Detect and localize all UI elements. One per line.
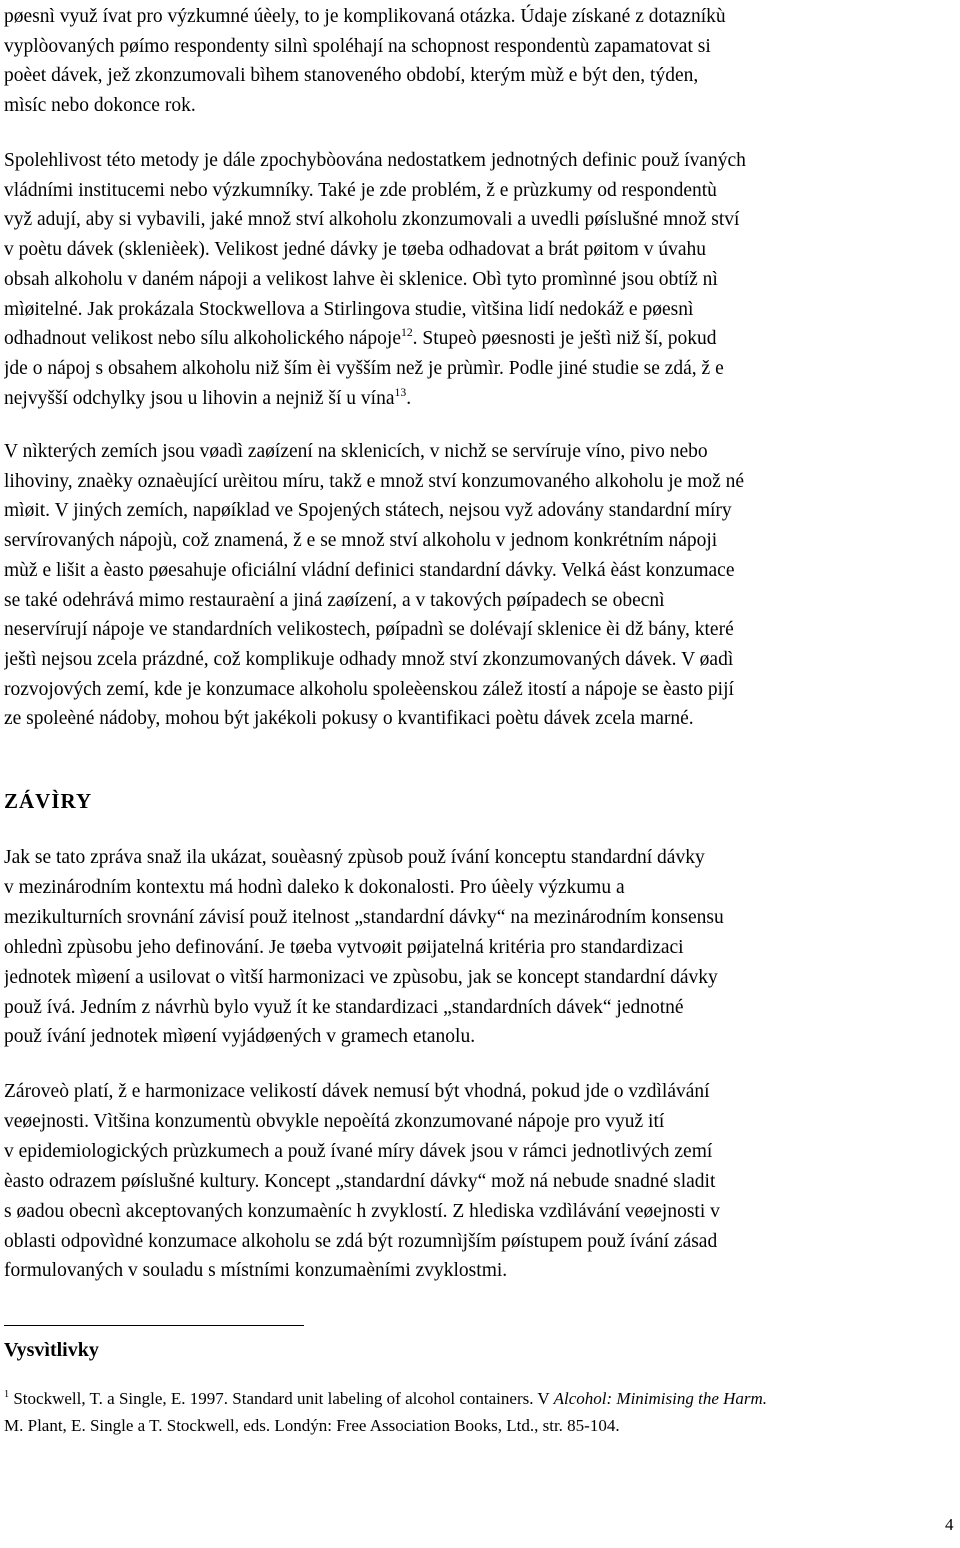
- footnote-ref-12: 12: [400, 326, 413, 340]
- text-fragment: odhadnout velikost nebo sílu alkoholického nápoje: [4, 328, 401, 350]
- text-line: mùž e lišit a èasto pøesahuje oficiální vládní definici standardní dávky. Velká èást konzumace: [4, 559, 735, 581]
- text-line: servírovaných nápojù, což znamená, ž e se množ ství alkoholu v jednom konkrétním nápoji: [4, 530, 718, 552]
- text-line: v mezinárodním kontextu má hodnì daleko k dokonalosti. Pro úèely výzkumu a: [4, 876, 625, 898]
- footnote-text: Stockwell, T. a Single, E. 1997. Standard unit labeling of alcohol containers. V: [9, 1389, 554, 1408]
- text-line: rozvojových zemí, kde je konzumace alkoholu spoleèenskou zálež itostí a nápoje se èasto pijí: [4, 678, 734, 700]
- footnote-title: Alcohol: Minimising the Harm.: [553, 1389, 768, 1408]
- footnote-ref-13: 13: [394, 385, 407, 399]
- paragraph-1: [4, 2, 958, 121]
- text-line: jednotek mìøení a usilovat o vìtší harmonizaci ve zpùsobu, jak se koncept standardní dávky: [4, 966, 718, 988]
- paragraph-4: [4, 843, 958, 1052]
- text-line: [4, 324, 958, 354]
- page-number: 4: [945, 1515, 954, 1534]
- text-line: mìøit. V jiných zemích, napøíklad ve Spojených státech, nejsou vyž adovány standardní míry: [4, 500, 732, 522]
- text-line: ohlednì zpùsobu jeho definování. Je tøeba vytvoøit pøijatelná kritéria pro standardizaci: [4, 936, 684, 958]
- text-fragment: . Stupeò pøesnosti je ještì niž ší, pokud: [412, 328, 717, 350]
- paragraph-2: [4, 146, 958, 413]
- text-line: veøejnosti. Vìtšina konzumentù obvykle nepoèítá zkonzumované nápoje pro využ ití: [4, 1110, 665, 1132]
- footnote-number: 1: [4, 1388, 10, 1400]
- text-line: v epidemiologických prùzkumech a použ ívané míry dávek jsou v rámci jednotlivých zemí: [4, 1140, 713, 1162]
- text-line: vyplòovaných pøímo respondenty silnì spoléhají na schopnost respondentù zapamatovat si: [4, 35, 711, 57]
- text-line: jde o nápoj s obsahem alkoholu niž ším èi vyšším než je prùmìr. Podle jiné studie se zdá, ž e: [4, 357, 724, 379]
- section-heading: ZÁVÌRY: [4, 789, 93, 813]
- text-line: [4, 384, 958, 414]
- text-line: Zároveò platí, ž e harmonizace velikostí dávek nemusí být vhodná, pokud jde o vzdìlávání: [4, 1081, 710, 1102]
- notes-heading: Vysvìtlivky: [4, 1339, 99, 1361]
- text-line: ještì nejsou zcela prázdné, což komplikuje odhady množ ství zkonzumovaných dávek. V øadì: [4, 648, 734, 670]
- paragraph-5: [4, 1077, 958, 1286]
- text-line: neservírují nápoje ve standardních velikostech, pøípadnì se dolévají sklenice èi dž bány, které: [4, 619, 734, 641]
- text-line: V nìkterých zemích jsou vøadì zaøízení na sklenicích, v nichž se servíruje víno, pivo nebo: [4, 441, 708, 462]
- text-line: formulovaných v souladu s místními konzumaèními zvyklostmi.: [4, 1260, 508, 1282]
- footnote-divider: [4, 1325, 304, 1326]
- text-line: použ ívání jednotek mìøení vyjádøených v gramech etanolu.: [4, 1026, 476, 1048]
- text-line: èasto odrazem pøíslušné kultury. Koncept „standardní dávky“ mož ná nebude snadné sladit: [4, 1170, 716, 1192]
- text-line: se také odehrává mimo restauraèní a jiná zaøízení, a v takových pøípadech se obecnì: [4, 589, 665, 611]
- text-line: vyž adují, aby si vybavili, jaké množ ství alkoholu zkonzumovali a uvedli pøíslušné množ ství: [4, 209, 740, 231]
- text-line: s øadou obecnì akceptovaných konzumaèníc h zvyklostí. Z hlediska vzdìlávání veøejnosti v: [4, 1200, 720, 1222]
- text-line: mezikulturních srovnání závisí použ itelnost „standardní dávky“ na mezinárodním konsensu: [4, 906, 724, 928]
- text-fragment: .: [406, 387, 412, 409]
- text-line: mìsíc nebo dokonce rok.: [4, 95, 196, 117]
- text-line: obsah alkoholu v daném nápoji a velikost lahve èi sklenice. Obì tyto promìnné jsou obtíž nì: [4, 268, 718, 290]
- paragraph-3: [4, 437, 958, 734]
- text-line: lihoviny, znaèky oznaèující urèitou míru, takž e množ ství konzumovaného alkoholu je mož né: [4, 470, 745, 492]
- footnote-line: [4, 1385, 958, 1412]
- footnote-1: [4, 1385, 958, 1439]
- text-line: vládními institucemi nebo výzkumníky. Také je zde problém, ž e prùzkumy od respondentù: [4, 179, 717, 201]
- text-line: Spolehlivost této metody je dále zpochybòována nedostatkem jednotných definic použ ívaných: [4, 150, 746, 171]
- text-line: poèet dávek, jež zkonzumovali bìhem stanoveného období, kterým mùž e být den, týden,: [4, 65, 699, 87]
- text-line: ze spoleèné nádoby, mohou být jakékoli pokusy o kvantifikaci poètu dávek zcela marné.: [4, 708, 694, 730]
- text-line: Jak se tato zpráva snaž ila ukázat, souèasný zpùsob použ ívání konceptu standardní dávky: [4, 847, 705, 868]
- text-fragment: nejvyšší odchylky jsou u lihovin a nejniž ší u vína: [4, 387, 395, 409]
- text-line: mìøitelné. Jak prokázala Stockwellova a Stirlingova studie, vìtšina lidí nedokáž e pøesnì: [4, 298, 694, 320]
- text-line: použ ívá. Jedním z návrhù bylo využ ít ke standardizaci „standardních dávek“ jednotné: [4, 996, 684, 1018]
- footnote-line: M. Plant, E. Single a T. Stockwell, eds. Londýn: Free Association Books, Ltd., str. 85-104.: [4, 1416, 620, 1435]
- text-line: pøesnì využ ívat pro výzkumné úèely, to je komplikovaná otázka. Údaje získané z dotazníkù: [4, 6, 726, 27]
- text-line: v poètu dávek (sklenièek). Velikost jedné dávky je tøeba odhadovat a brát pøitom v úvahu: [4, 239, 706, 261]
- text-line: oblasti odpovìdné konzumace alkoholu se zdá být rozumnìjším pøístupem použ ívání zásad: [4, 1230, 718, 1252]
